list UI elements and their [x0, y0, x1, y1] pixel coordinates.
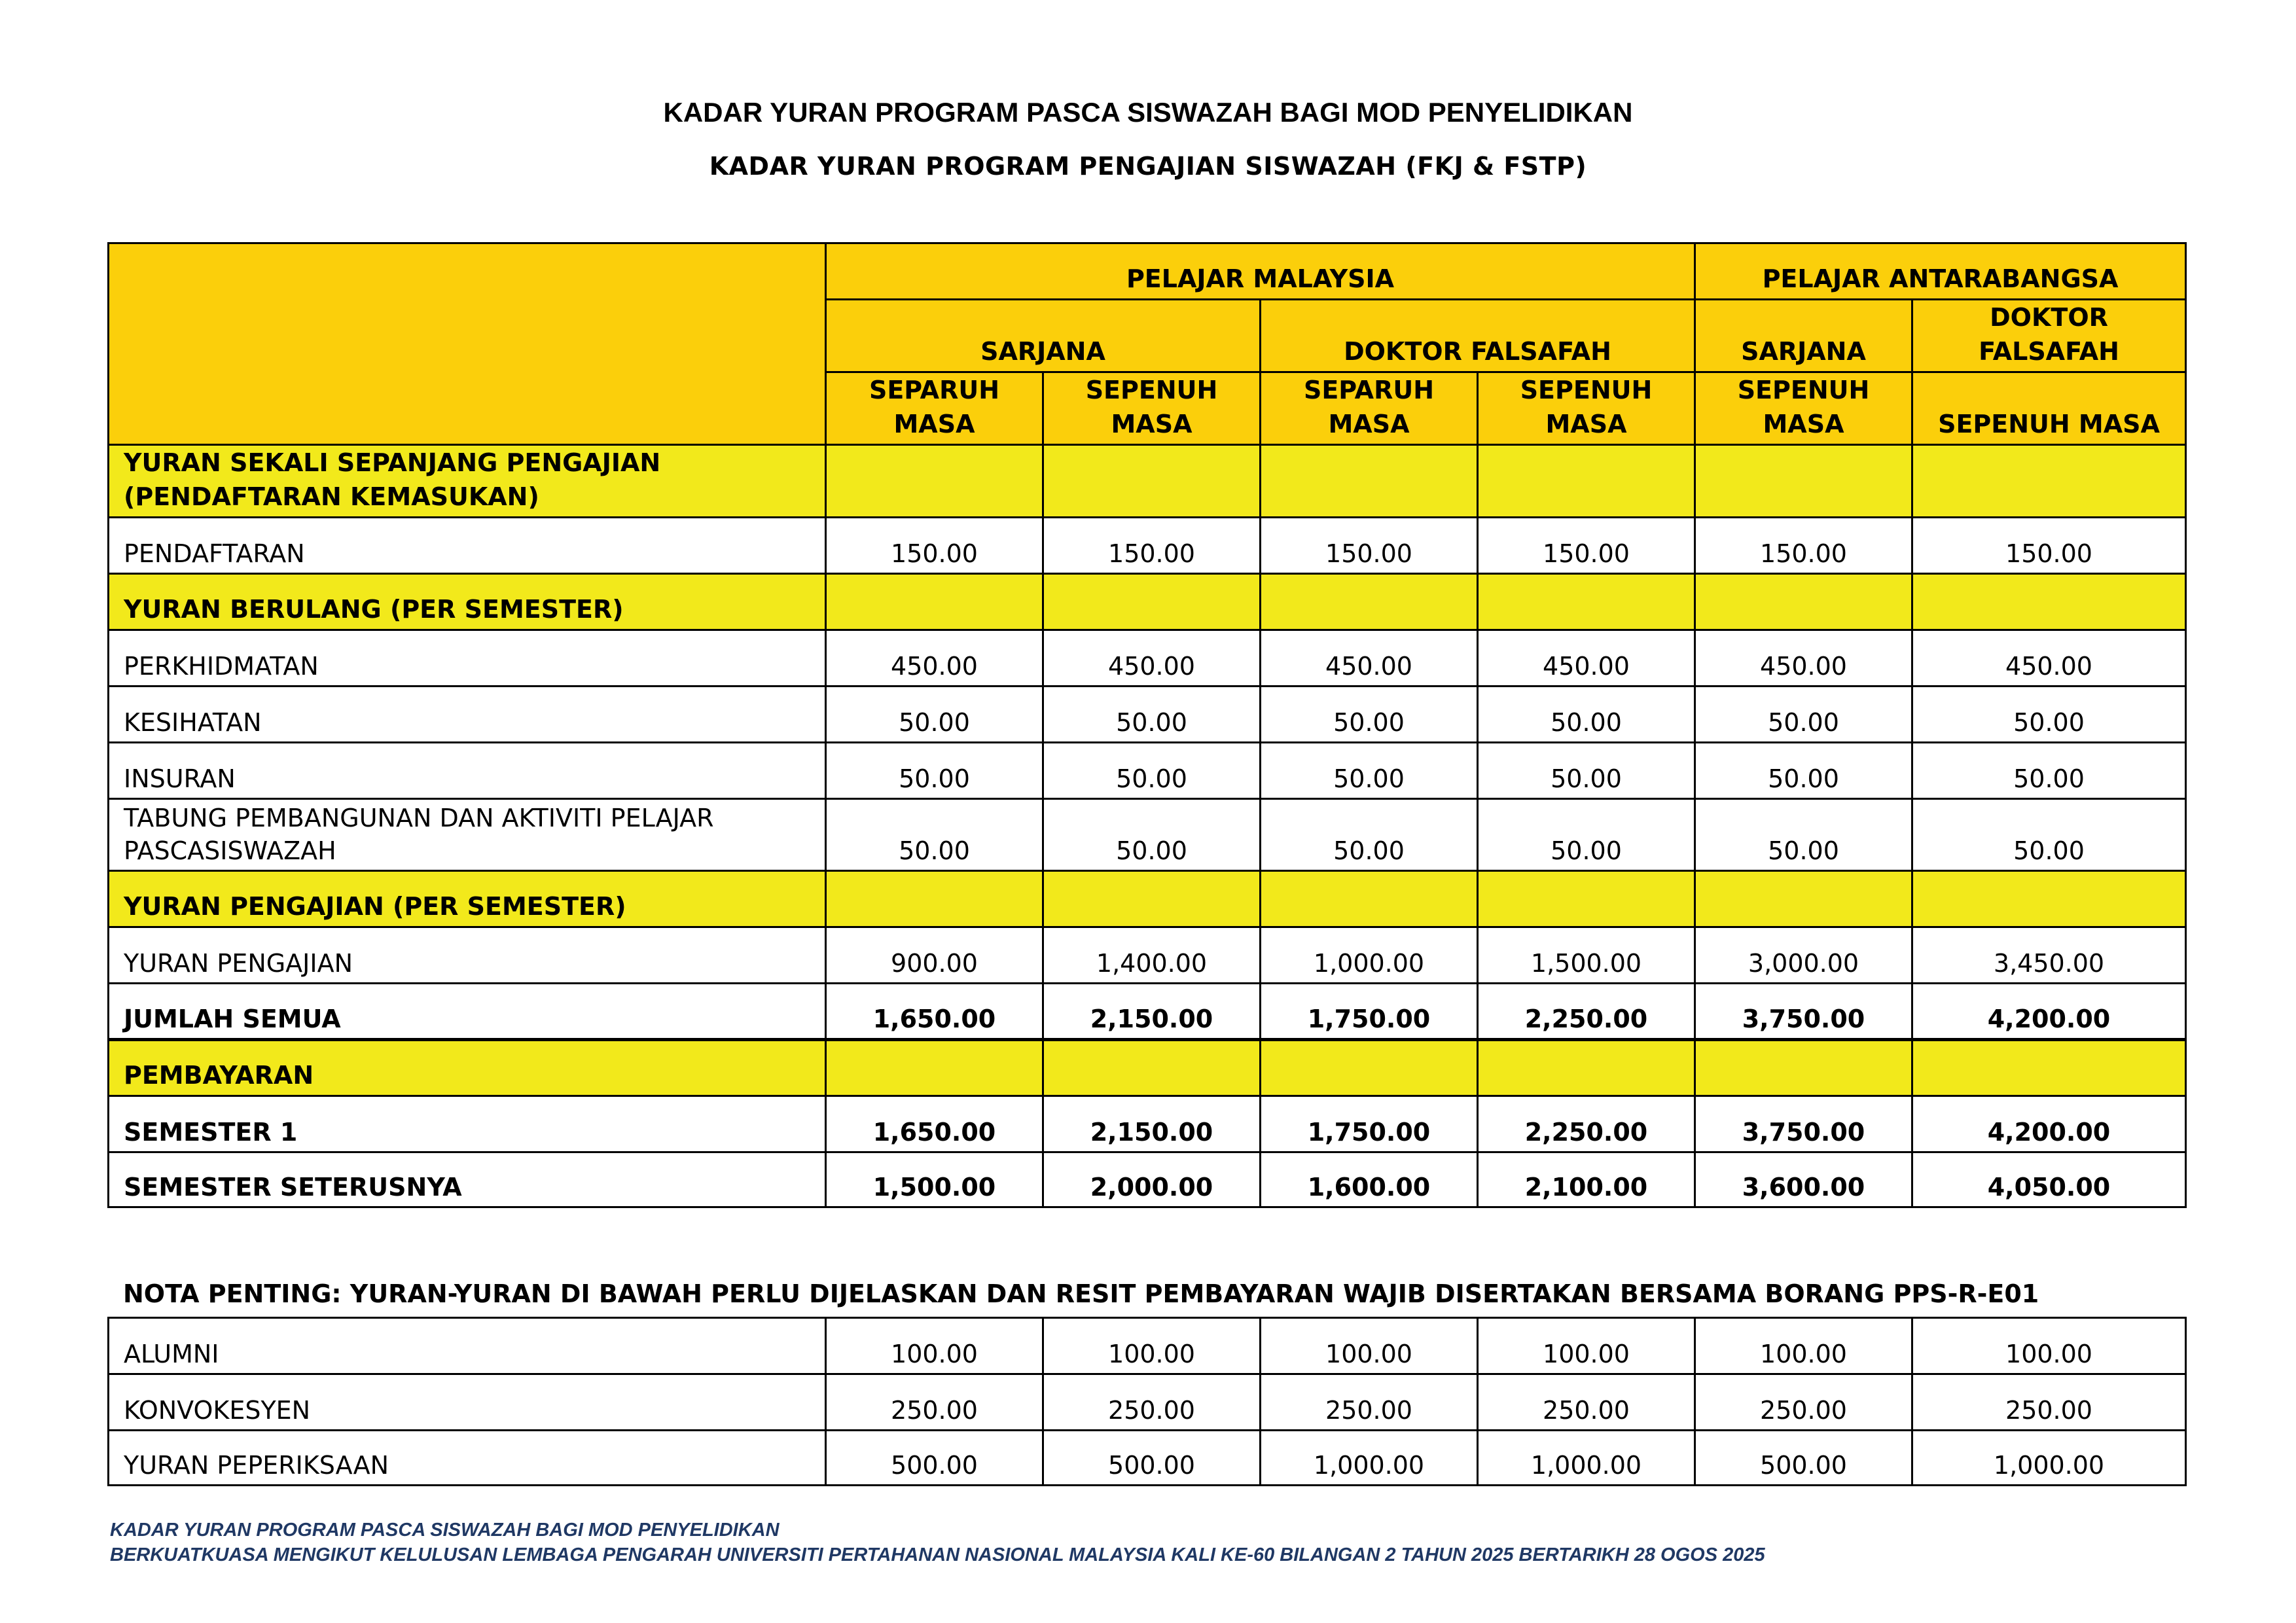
section-row: [109, 574, 2186, 630]
row-label: TABUNG PEMBANGUNAN DAN AKTIVITI PELAJAR PASCASISWAZAH: [109, 799, 826, 871]
payment-cell: 2,100.00: [1478, 1152, 1695, 1207]
table-row: [109, 687, 2186, 743]
fee-cell: 250.00: [826, 1374, 1043, 1431]
fee-cell: 100.00: [1043, 1318, 1261, 1374]
table-row: [109, 630, 2186, 687]
fee-cell: 50.00: [1912, 743, 2186, 799]
fee-cell: 900.00: [826, 927, 1043, 984]
payment-cell: 3,600.00: [1695, 1152, 1912, 1207]
row-label: SEMESTER 1: [109, 1096, 826, 1152]
section-label: YURAN SEKALI SEPANJANG PENGAJIAN (PENDAFTARAN KEMASUKAN): [109, 445, 826, 518]
table-row: [109, 1431, 2186, 1486]
header-doktor-falsafah: DOKTOR FALSAFAH: [1261, 300, 1695, 372]
header-doktor-falsafah-intl: DOKTOR FALSAFAH: [1912, 300, 2186, 372]
fee-cell: 500.00: [826, 1431, 1043, 1486]
header-sarjana: SARJANA: [826, 300, 1261, 372]
fee-cell: 1,000.00: [1261, 927, 1478, 984]
fee-cell: 250.00: [1043, 1374, 1261, 1431]
footer-line-2: BERKUATKUASA MENGIKUT KELULUSAN LEMBAGA PENGARAH UNIVERSITI PERTAHANAN NASIONAL MALAYSIA KALI KE-60 BILANGAN 2 TAHUN 2025 BERTARIKH 28 OGOS 2025: [110, 1544, 1765, 1565]
fee-cell: 100.00: [1695, 1318, 1912, 1374]
fee-cell: 50.00: [826, 687, 1043, 743]
header-col-1: SEPARUH MASA: [826, 372, 1043, 445]
row-label: PERKHIDMATAN: [109, 630, 826, 687]
table-row: [109, 1374, 2186, 1431]
row-label: SEMESTER SETERUSNYA: [109, 1152, 826, 1207]
payment-cell: 2,250.00: [1478, 1096, 1695, 1152]
fee-table: [107, 242, 2187, 1208]
header-sarjana-intl: SARJANA: [1695, 300, 1912, 372]
fee-cell: 450.00: [1261, 630, 1478, 687]
header-col-2: SEPENUH MASA: [1043, 372, 1261, 445]
fee-cell: 500.00: [1695, 1431, 1912, 1486]
row-label: KONVOKESYEN: [109, 1374, 826, 1431]
payment-cell: 2,000.00: [1043, 1152, 1261, 1207]
fee-cell: 1,000.00: [1912, 1431, 2186, 1486]
total-cell: 3,750.00: [1695, 984, 1912, 1040]
row-label: YURAN PEPERIKSAAN: [109, 1431, 826, 1486]
fee-cell: 3,450.00: [1912, 927, 2186, 984]
fee-cell: 1,000.00: [1261, 1431, 1478, 1486]
fee-cell: 250.00: [1695, 1374, 1912, 1431]
fee-cell: 50.00: [1912, 799, 2186, 871]
section-row: [109, 871, 2186, 927]
fee-cell: 50.00: [1043, 687, 1261, 743]
payment-cell: 1,650.00: [826, 1096, 1043, 1152]
fee-cell: 150.00: [1043, 518, 1261, 574]
document-subtitle: KADAR YURAN PROGRAM PENGAJIAN SISWAZAH (FKJ & FSTP): [709, 152, 1587, 181]
total-cell: 2,250.00: [1478, 984, 1695, 1040]
fee-cell: 150.00: [1695, 518, 1912, 574]
fee-cell: 50.00: [1261, 687, 1478, 743]
fee-cell: 1,500.00: [1478, 927, 1695, 984]
total-row: [109, 984, 2186, 1040]
fee-cell: 50.00: [1912, 687, 2186, 743]
fee-cell: 250.00: [1261, 1374, 1478, 1431]
payment-cell: 4,050.00: [1912, 1152, 2186, 1207]
table-row: [109, 743, 2186, 799]
table-row: [109, 518, 2186, 574]
total-cell: 1,650.00: [826, 984, 1043, 1040]
total-cell: 4,200.00: [1912, 984, 2186, 1040]
total-cell: 2,150.00: [1043, 984, 1261, 1040]
fee-cell: 50.00: [1695, 743, 1912, 799]
fee-cell: 250.00: [1478, 1374, 1695, 1431]
table-row: [109, 799, 2186, 871]
fee-cell: 50.00: [1043, 799, 1261, 871]
important-note: NOTA PENTING: YURAN-YURAN DI BAWAH PERLU DIJELASKAN DAN RESIT PEMBAYARAN WAJIB DISERTAKAN BERSAMA BORANG PPS-R-E01: [123, 1279, 2039, 1308]
fee-cell: 450.00: [1912, 630, 2186, 687]
fee-cell: 50.00: [1478, 687, 1695, 743]
section-row: [109, 445, 2186, 518]
fee-cell: 50.00: [826, 743, 1043, 799]
fee-cell: 100.00: [1261, 1318, 1478, 1374]
row-label: KESIHATAN: [109, 687, 826, 743]
fee-cell: 50.00: [1261, 743, 1478, 799]
table-row: [109, 927, 2186, 984]
fee-cell: 450.00: [1043, 630, 1261, 687]
row-label: YURAN PENGAJIAN: [109, 927, 826, 984]
fee-cell: 150.00: [1912, 518, 2186, 574]
fee-cell: 1,000.00: [1478, 1431, 1695, 1486]
row-label: PENDAFTARAN: [109, 518, 826, 574]
header-corner-cell: [109, 243, 826, 445]
payment-cell: 2,150.00: [1043, 1096, 1261, 1152]
fee-cell: 100.00: [1478, 1318, 1695, 1374]
section-label: PEMBAYARAN: [109, 1040, 826, 1096]
total-cell: 1,750.00: [1261, 984, 1478, 1040]
fee-cell: 450.00: [1695, 630, 1912, 687]
payment-cell: 3,750.00: [1695, 1096, 1912, 1152]
fee-cell: 50.00: [1261, 799, 1478, 871]
fee-cell: 100.00: [1912, 1318, 2186, 1374]
fee-cell: 3,000.00: [1695, 927, 1912, 984]
header-col-3: SEPARUH MASA: [1261, 372, 1478, 445]
fee-cell: 150.00: [1261, 518, 1478, 574]
header-pelajar-malaysia: PELAJAR MALAYSIA: [826, 243, 1695, 300]
table-row: [109, 1318, 2186, 1374]
fee-cell: 100.00: [826, 1318, 1043, 1374]
header-col-5: SEPENUH MASA: [1695, 372, 1912, 445]
fee-cell: 450.00: [1478, 630, 1695, 687]
fee-cell: 150.00: [826, 518, 1043, 574]
row-label: INSURAN: [109, 743, 826, 799]
section-label: YURAN PENGAJIAN (PER SEMESTER): [109, 871, 826, 927]
additional-fees-table: [107, 1317, 2187, 1486]
fee-cell: 500.00: [1043, 1431, 1261, 1486]
fee-cell: 50.00: [1695, 799, 1912, 871]
header-col-4: SEPENUH MASA: [1478, 372, 1695, 445]
payment-cell: 1,600.00: [1261, 1152, 1478, 1207]
row-label: ALUMNI: [109, 1318, 826, 1374]
header-col-6: SEPENUH MASA: [1912, 372, 2186, 445]
fee-cell: 50.00: [1043, 743, 1261, 799]
fee-cell: 250.00: [1912, 1374, 2186, 1431]
fee-cell: 150.00: [1478, 518, 1695, 574]
header-pelajar-antarabangsa: PELAJAR ANTARABANGSA: [1695, 243, 2186, 300]
fee-cell: 50.00: [1478, 799, 1695, 871]
fee-cell: 50.00: [1695, 687, 1912, 743]
table-row: [109, 1152, 2186, 1207]
table-row: [109, 1096, 2186, 1152]
section-row: [109, 1040, 2186, 1096]
payment-cell: 4,200.00: [1912, 1096, 2186, 1152]
section-label: YURAN BERULANG (PER SEMESTER): [109, 574, 826, 630]
fee-cell: 50.00: [826, 799, 1043, 871]
row-label: JUMLAH SEMUA: [109, 984, 826, 1040]
document-title: KADAR YURAN PROGRAM PASCA SISWAZAH BAGI MOD PENYELIDIKAN: [663, 97, 1633, 128]
fee-cell: 450.00: [826, 630, 1043, 687]
payment-cell: 1,750.00: [1261, 1096, 1478, 1152]
footer-line-1: KADAR YURAN PROGRAM PASCA SISWAZAH BAGI MOD PENYELIDIKAN: [110, 1520, 780, 1541]
payment-cell: 1,500.00: [826, 1152, 1043, 1207]
fee-cell: 50.00: [1478, 743, 1695, 799]
fee-cell: 1,400.00: [1043, 927, 1261, 984]
